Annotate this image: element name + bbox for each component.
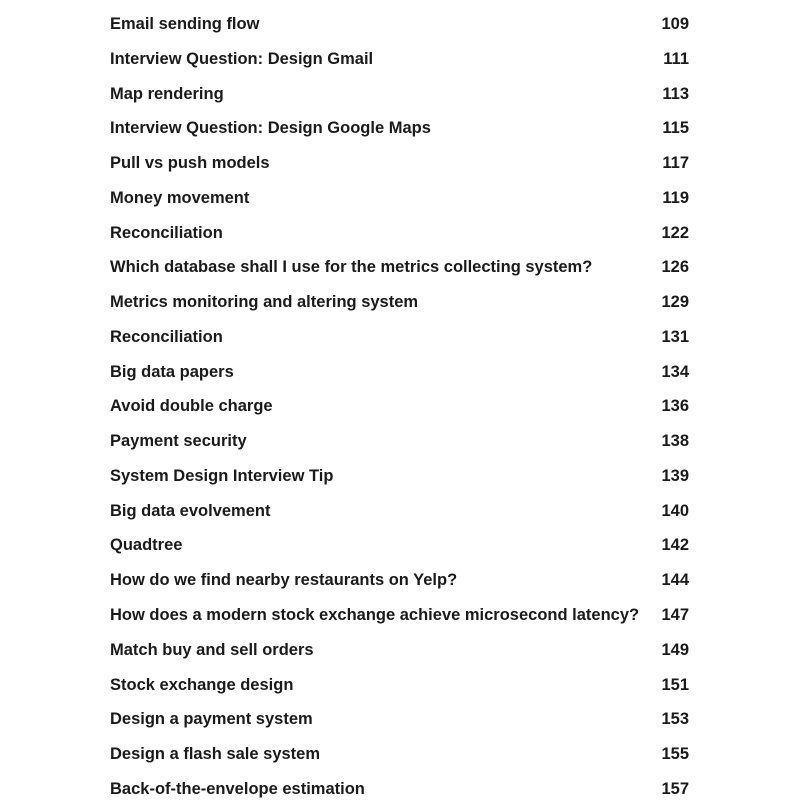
toc-entry-page-number: 119 bbox=[662, 188, 689, 207]
toc-entry[interactable] bbox=[110, 220, 692, 255]
toc-entry-title: Design a flash sale system bbox=[110, 745, 321, 764]
toc-entry-title: Email sending flow bbox=[110, 15, 260, 33]
toc-entry-title: Avoid double charge bbox=[110, 397, 273, 416]
toc-entry-page-number: 134 bbox=[661, 362, 689, 381]
toc-entry-title: Money movement bbox=[110, 188, 250, 207]
toc-entry-page-number: 142 bbox=[661, 536, 689, 555]
toc-entry-page-number: 131 bbox=[661, 327, 689, 346]
toc-entry[interactable] bbox=[110, 672, 692, 707]
toc-entry[interactable] bbox=[110, 567, 692, 602]
toc-entry-page-number: 144 bbox=[661, 571, 689, 590]
toc-entry-title: Big data evolvement bbox=[110, 501, 271, 520]
toc-entry-page-number: 149 bbox=[661, 640, 689, 659]
toc-entry-title: System Design Interview Tip bbox=[110, 466, 334, 485]
toc-entry[interactable] bbox=[110, 532, 692, 567]
toc-entry[interactable] bbox=[110, 637, 692, 672]
toc-entry-page-number: 151 bbox=[661, 675, 689, 694]
toc-entry[interactable] bbox=[110, 11, 692, 46]
toc-entry-title: Map rendering bbox=[110, 84, 224, 103]
toc-entry[interactable] bbox=[110, 428, 692, 463]
toc-entry[interactable] bbox=[110, 324, 692, 359]
toc-entry[interactable] bbox=[110, 150, 692, 185]
toc-entry-page-number: 155 bbox=[661, 745, 689, 764]
toc-entry-page-number: 147 bbox=[661, 606, 689, 625]
toc-entry[interactable] bbox=[110, 498, 692, 533]
toc-entry[interactable] bbox=[110, 776, 692, 811]
toc-entry-page-number: 153 bbox=[661, 710, 689, 729]
toc-entry-title: Back-of-the-envelope estimation bbox=[110, 779, 365, 798]
toc-entry-title: Reconciliation bbox=[110, 327, 223, 346]
toc-entry-title: Stock exchange design bbox=[110, 675, 294, 694]
toc-entry-page-number: 111 bbox=[663, 49, 689, 68]
toc-entry-title: Match buy and sell orders bbox=[110, 640, 314, 659]
toc-entry[interactable] bbox=[110, 289, 692, 324]
toc-entry-page-number: 157 bbox=[661, 779, 689, 798]
toc-entry-page-number: 139 bbox=[661, 466, 689, 485]
toc-entry-page-number: 109 bbox=[661, 15, 689, 33]
toc-entry[interactable] bbox=[110, 463, 692, 498]
toc-entry-title: Quadtree bbox=[110, 536, 183, 555]
toc-entry[interactable] bbox=[110, 602, 692, 637]
table-of-contents bbox=[110, 11, 692, 811]
toc-entry-title: How do we find nearby restaurants on Yelp? bbox=[110, 571, 458, 590]
toc-entry[interactable] bbox=[110, 706, 692, 741]
toc-entry-page-number: 129 bbox=[661, 293, 689, 312]
toc-entry-page-number: 113 bbox=[662, 84, 689, 103]
toc-entry-title: Metrics monitoring and altering system bbox=[110, 293, 419, 312]
toc-entry[interactable] bbox=[110, 359, 692, 394]
toc-entry[interactable] bbox=[110, 46, 692, 81]
toc-entry[interactable] bbox=[110, 115, 692, 150]
toc-entry-page-number: 138 bbox=[661, 432, 689, 451]
toc-entry-page-number: 136 bbox=[661, 397, 689, 416]
toc-entry-page-number: 126 bbox=[661, 258, 689, 277]
toc-entry[interactable] bbox=[110, 254, 692, 289]
toc-entry-title: Design a payment system bbox=[110, 710, 313, 729]
toc-entry-page-number: 117 bbox=[662, 154, 689, 173]
toc-entry-title: Interview Question: Design Gmail bbox=[110, 49, 374, 68]
toc-entry-title: Reconciliation bbox=[110, 223, 223, 242]
toc-entry-page-number: 122 bbox=[661, 223, 689, 242]
toc-entry[interactable] bbox=[110, 393, 692, 428]
toc-entry-page-number: 115 bbox=[662, 119, 689, 138]
toc-entry-title: Pull vs push models bbox=[110, 154, 270, 173]
toc-entry[interactable] bbox=[110, 741, 692, 776]
toc-entry-title: Payment security bbox=[110, 432, 247, 451]
toc-entry-page-number: 140 bbox=[661, 501, 689, 520]
toc-entry[interactable] bbox=[110, 185, 692, 220]
toc-entry-title: Which database shall I use for the metrics collecting system? bbox=[110, 258, 593, 277]
toc-entry[interactable] bbox=[110, 81, 692, 116]
toc-entry-title: Big data papers bbox=[110, 362, 234, 381]
toc-entry-title: Interview Question: Design Google Maps bbox=[110, 119, 431, 138]
toc-entry-title: How does a modern stock exchange achieve microsecond latency? bbox=[110, 606, 640, 625]
